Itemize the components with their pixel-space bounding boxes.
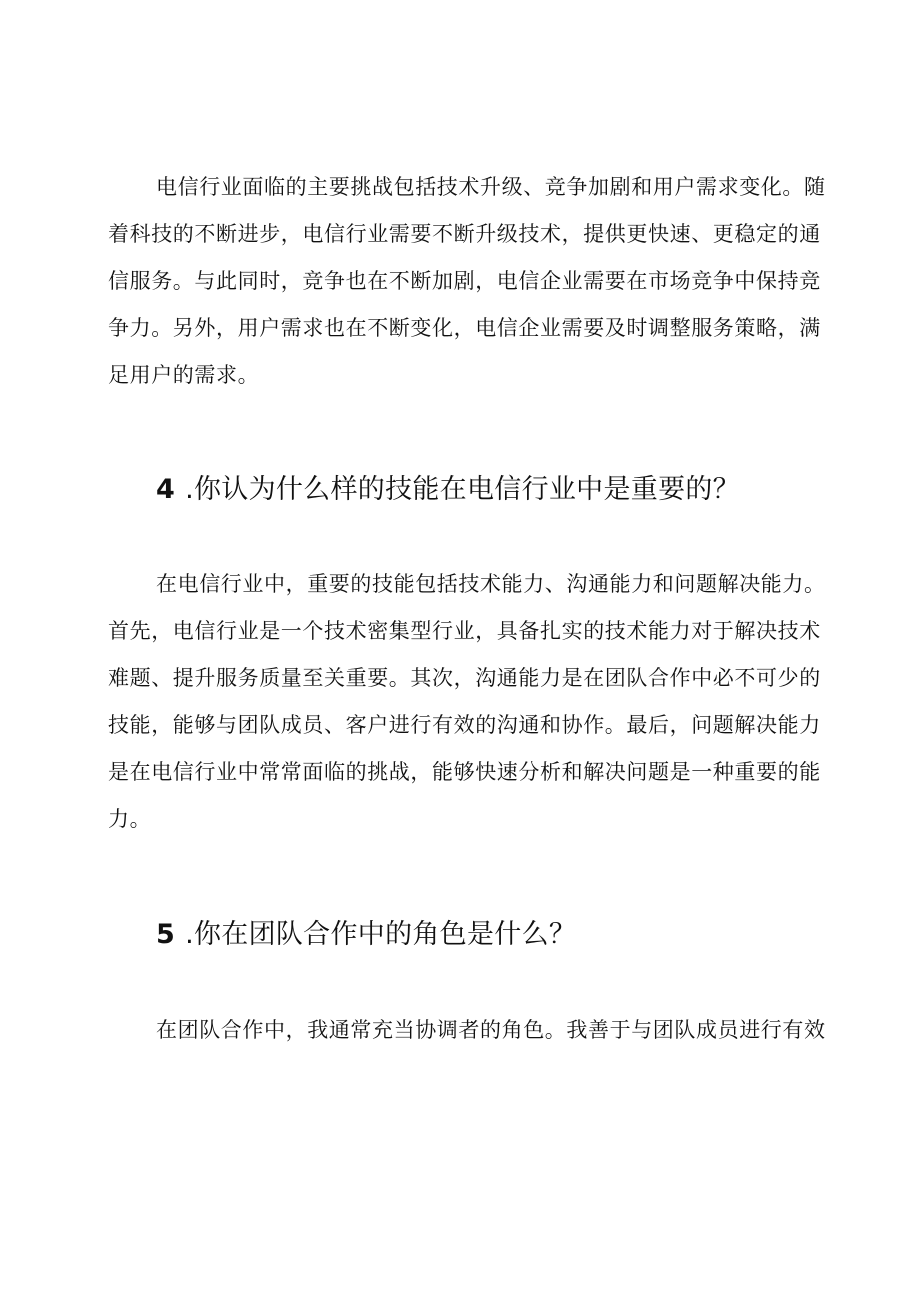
paragraph-line: 力。: [108, 807, 152, 831]
paragraph-line: 着科技的不断进步，电信行业需要不断升级技术，提供更快速、更稳定的通: [108, 222, 821, 246]
question-number: 4: [156, 474, 176, 505]
question-title: .你认为什么样的技能在电信行业中是重要的？: [185, 474, 740, 505]
paragraph-line: 信服务。与此同时，竞争也在不断加剧，电信企业需要在市场竞争中保持竞: [108, 269, 821, 293]
paragraph-line: 首先，电信行业是一个技术密集型行业，具备扎实的技术能力对于解决技术: [108, 619, 821, 643]
paragraph-line: 争力。另外，用户需求也在不断变化，电信企业需要及时调整服务策略，满: [108, 316, 821, 340]
paragraph-line: 在电信行业中，重要的技能包括技术能力、沟通能力和问题解决能力。: [156, 572, 826, 596]
paragraph-line: 技能，能够与团队成员、客户进行有效的沟通和协作。最后，问题解决能力: [108, 713, 821, 737]
paragraph-line: 是在电信行业中常常面临的挑战，能够快速分析和解决问题是一种重要的能: [108, 760, 821, 784]
paragraph-line: 难题、提升服务质量至关重要。其次，沟通能力是在团队合作中必不可少的: [108, 666, 821, 690]
paragraph-line: 电信行业面临的主要挑战包括技术升级、竞争加剧和用户需求变化。随: [156, 175, 826, 199]
question-number: 5: [156, 919, 176, 950]
question-5-heading: [156, 917, 576, 953]
question-title: .你在团队合作中的角色是什么？: [185, 919, 577, 950]
question-4-heading: [156, 472, 740, 508]
paragraph-line: 足用户的需求。: [108, 363, 260, 387]
paragraph-line: 在团队合作中，我通常充当协调者的角色。我善于与团队成员进行有效: [156, 1018, 826, 1042]
